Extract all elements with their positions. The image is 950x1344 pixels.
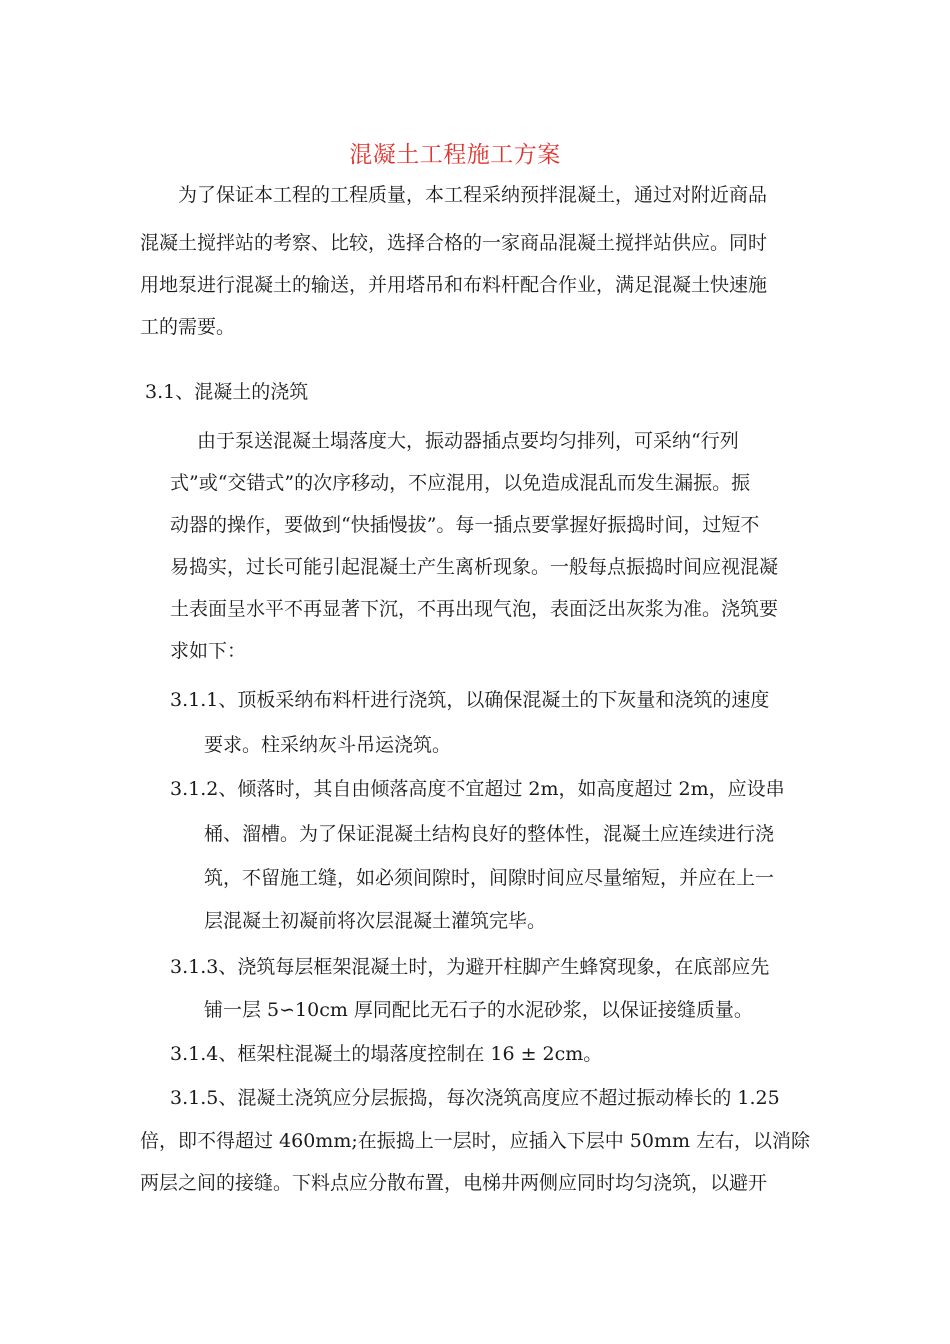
item-line: 3.1.1、顶板采纳布料杆进行浇筑，以确保混凝土的下灰量和浇筑的速度	[170, 689, 770, 711]
section-heading: 3.1、混凝土的浇筑	[145, 381, 309, 403]
section-body-line: 土表面呈水平不再显著下沉，不再出现气泡，表面泛出灰浆为准。浇筑要	[170, 598, 779, 620]
item-line: 3.1.4、框架柱混凝土的塌落度控制在 16 ± 2cm。	[170, 1043, 603, 1065]
item-line: 倍，即不得超过 460mm;在振捣上一层时，应插入下层中 50mm 左右，以消除	[140, 1130, 811, 1152]
document-title: 混凝土工程施工方案	[349, 142, 561, 168]
item-line: 桶、溜槽。为了保证混凝土结构良好的整体性，混凝土应连续进行浇	[204, 823, 775, 845]
intro-line: 用地泵进行混凝土的输送，并用塔吊和布料杆配合作业，满足混凝土快速施	[140, 274, 768, 296]
item-line: 3.1.3、浇筑每层框架混凝土时，为避开柱脚产生蜂窝现象，在底部应先	[170, 956, 770, 978]
intro-line: 工的需要。	[140, 316, 236, 338]
item-line: 要求。柱采纳灰斗吊运浇筑。	[204, 734, 452, 756]
item-line: 层混凝土初凝前将次层混凝土灌筑完毕。	[204, 910, 547, 932]
intro-line: 为了保证本工程的工程质量，本工程采纳预拌混凝土，通过对附近商品	[178, 184, 768, 206]
item-line: 两层之间的接缝。下料点应分散布置，电梯井两侧应同时均匀浇筑，以避开	[140, 1172, 768, 1194]
item-line: 3.1.5、混凝土浇筑应分层振捣，每次浇筑高度应不超过振动棒长的 1.25	[170, 1087, 780, 1109]
section-body-line: 动器的操作，要做到“快插慢拔”。每一插点要掌握好振捣时间，过短不	[170, 514, 760, 536]
section-body-line: 求如下：	[170, 640, 247, 662]
item-line: 筑，不留施工缝，如必须间隙时，间隙时间应尽量缩短，并应在上一	[204, 867, 775, 889]
item-line: 3.1.2、倾落时，其自由倾落高度不宜超过 2m，如高度超过 2m，应设串	[170, 778, 785, 800]
section-body-line: 由于泵送混凝土塌落度大，振动器插点要均匀排列，可采纳“行列	[197, 430, 739, 452]
section-body-line: 易捣实，过长可能引起混凝土产生离析现象。一般每点振捣时间应视混凝	[170, 556, 779, 578]
section-body-line: 式”或“交错式”的次序移动，不应混用，以免造成混乱而发生漏振。振	[170, 472, 751, 494]
item-line: 铺一层 5∽10cm 厚同配比无石子的水泥砂浆，以保证接缝质量。	[204, 999, 753, 1021]
intro-line: 混凝土搅拌站的考察、比较，选择合格的一家商品混凝土搅拌站供应。同时	[140, 232, 768, 254]
